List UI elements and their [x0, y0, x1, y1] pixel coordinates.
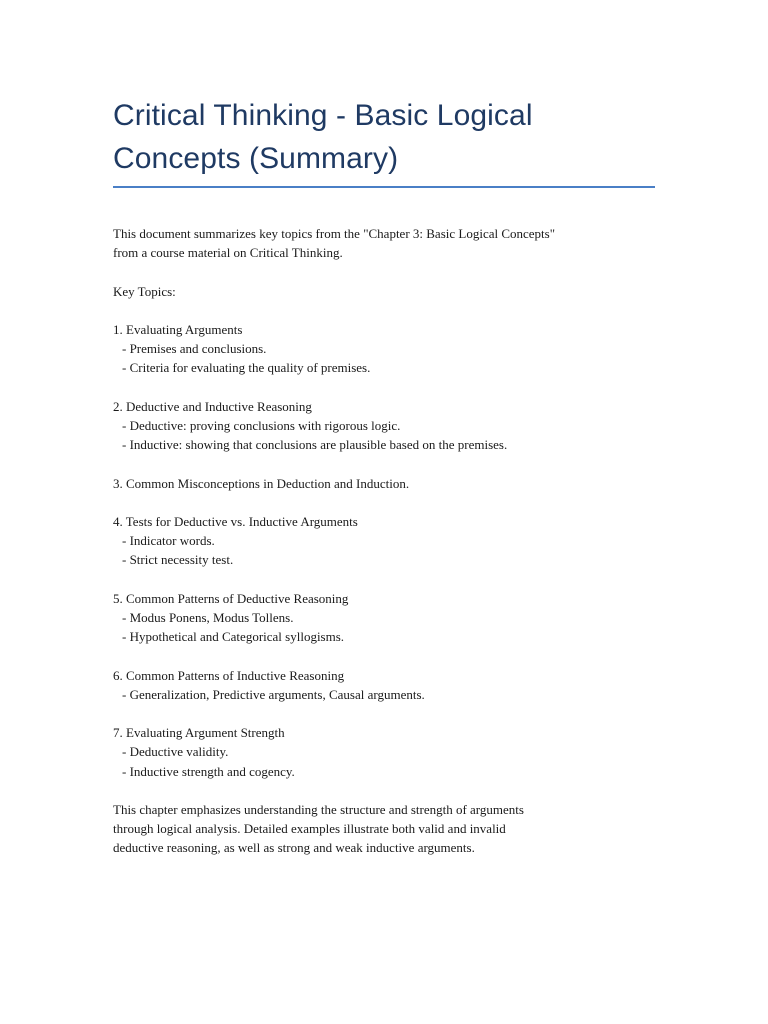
topic-heading: 1. Evaluating Arguments [113, 321, 243, 337]
topic-item [113, 320, 655, 378]
topic-item [113, 397, 655, 455]
topic-item [113, 589, 655, 647]
document-title-line: Critical Thinking - Basic Logical [113, 99, 533, 132]
topic-item [113, 666, 655, 704]
topic-heading: 6. Common Patterns of Inductive Reasoning [113, 667, 345, 683]
topic-item [113, 474, 655, 493]
topic-heading: 3. Common Misconceptions in Deduction and Induction. [113, 475, 410, 491]
closing-line: through logical analysis. Detailed examples illustrate both valid and invalid [113, 821, 506, 837]
topic-heading: 2. Deductive and Inductive Reasoning [113, 398, 312, 414]
topic-point: - Hypothetical and Categorical syllogisms. [122, 629, 345, 645]
topic-point: - Deductive: proving conclusions with rigorous logic. [122, 417, 401, 433]
document-page [113, 94, 655, 877]
topic-point: - Indicator words. [122, 533, 215, 549]
key-topics-label: Key Topics: [113, 283, 176, 299]
topic-point: - Premises and conclusions. [122, 341, 267, 357]
topic-point: - Strict necessity test. [122, 552, 234, 568]
topic-point: - Modus Ponens, Modus Tollens. [122, 609, 294, 625]
topic-item [113, 512, 655, 570]
document-title [113, 94, 655, 186]
topic-heading: 4. Tests for Deductive vs. Inductive Arguments [113, 513, 358, 529]
closing-paragraph [113, 800, 655, 858]
closing-line: deductive reasoning, as well as strong and weak inductive arguments. [113, 840, 475, 856]
document-title-line: Concepts (Summary) [113, 142, 399, 175]
topic-point: - Inductive: showing that conclusions are plausible based on the premises. [122, 437, 508, 453]
intro-paragraph [113, 224, 655, 262]
document-body [113, 224, 655, 858]
topic-point: - Criteria for evaluating the quality of premises. [122, 360, 371, 376]
title-divider [113, 186, 655, 188]
intro-line: from a course material on Critical Thinking. [113, 245, 343, 261]
topic-heading: 7. Evaluating Argument Strength [113, 725, 285, 741]
closing-line: This chapter emphasizes understanding the structure and strength of arguments [113, 801, 524, 817]
topic-item [113, 723, 655, 781]
topic-list [113, 320, 655, 781]
intro-line: This document summarizes key topics from the "Chapter 3: Basic Logical Concepts" [113, 226, 556, 241]
topic-point: - Generalization, Predictive arguments, Causal arguments. [122, 686, 425, 702]
topic-point: - Deductive validity. [122, 744, 229, 760]
topic-point: - Inductive strength and cogency. [122, 763, 295, 779]
topic-heading: 5. Common Patterns of Deductive Reasoning [113, 590, 349, 606]
